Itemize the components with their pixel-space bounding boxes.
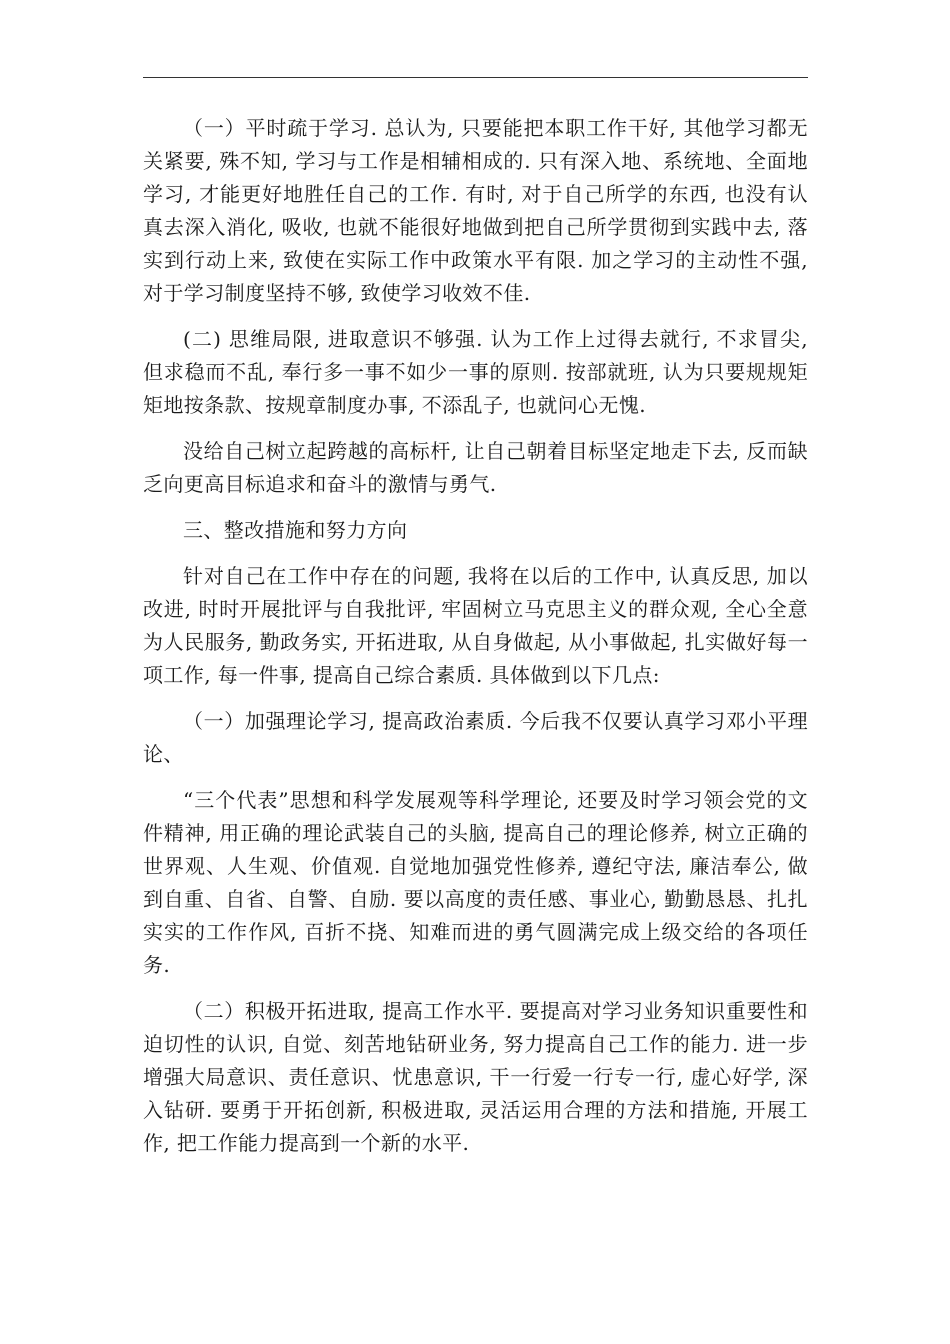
paragraph-rectification-intro: 针对自己在工作中存在的问题, 我将在以后的工作中, 认真反思, 加以改进, 时时开展批评与自我批评, 牢固树立马克思主义的群众观, 全心全意为人民服务, 勤政务实, 开拓进取, 从自身做起, 从小事做起, 扎实做好每一项工作, 每一件事, 提高自己综合素质. 具体做到以下几点: [143, 564, 808, 687]
header-rule [143, 77, 808, 78]
paragraph-three-represents: “三个代表”思想和科学发展观等科学理论, 还要及时学习领会党的文件精神, 用正确的理论武装自己的头脑, 提高自己的理论修养, 树立正确的世界观、人生观、价值观. 自觉地加强党性修养, 遵纪守法, 廉洁奉公, 做到自重、自省、自警、自励. 要以高度的责任感、事业心, 勤勤恳恳、扎扎实实的工作作风, 百折不挠、知难而进的勇气圆满完成上级交给的各项任务. [143, 788, 808, 977]
paragraph-theory-study: （一）加强理论学习, 提高政治素质. 今后我不仅要认真学习邓小平理论、 [143, 709, 808, 766]
section-heading-rectification: 三、整改措施和努力方向 [183, 518, 408, 542]
document-body [143, 112, 808, 1173]
paragraph-thinking-limited: (二) 思维局限, 进取意识不够强. 认为工作上过得去就行, 不求冒尖, 但求稳而不乱, 奉行多一事不如少一事的原则. 按部就班, 认为只要规规矩矩地按条款、按规章制度办事, 不添乱子, 也就问心无愧. [143, 327, 808, 417]
paragraph-study-shortcoming: （一）平时疏于学习. 总认为, 只要能把本职工作干好, 其他学习都无关紧要, 殊不知, 学习与工作是相辅相成的. 只有深入地、系统地、全面地学习, 才能更好地胜任自己的工作. 有时, 对于自己所学的东西, 也没有认真去深入消化, 吸收, 也就不能很好地做到把自己所学贯彻到实践中去, 落实到行动上来, 致使在实际工作中政策水平有限. 加之学习的主动性不强, 对于学习制度坚持不够, 致使学习收效不佳. [143, 116, 808, 305]
paragraph-pioneering: （二）积极开拓进取, 提高工作水平. 要提高对学习业务知识重要性和迫切性的认识, 自觉、刻苦地钻研业务, 努力提高自己工作的能力. 进一步增强大局意识、责任意识、忧患意识, 干一行爱一行专一行, 虚心好学, 深入钻研. 要勇于开拓创新, 积极进取, 灵活运用合理的方法和措施, 开展工作, 把工作能力提高到一个新的水平. [143, 999, 808, 1155]
paragraph-no-benchmark: 没给自己树立起跨越的高标杆, 让自己朝着目标坚定地走下去, 反而缺乏向更高目标追求和奋斗的激情与勇气. [143, 439, 808, 496]
